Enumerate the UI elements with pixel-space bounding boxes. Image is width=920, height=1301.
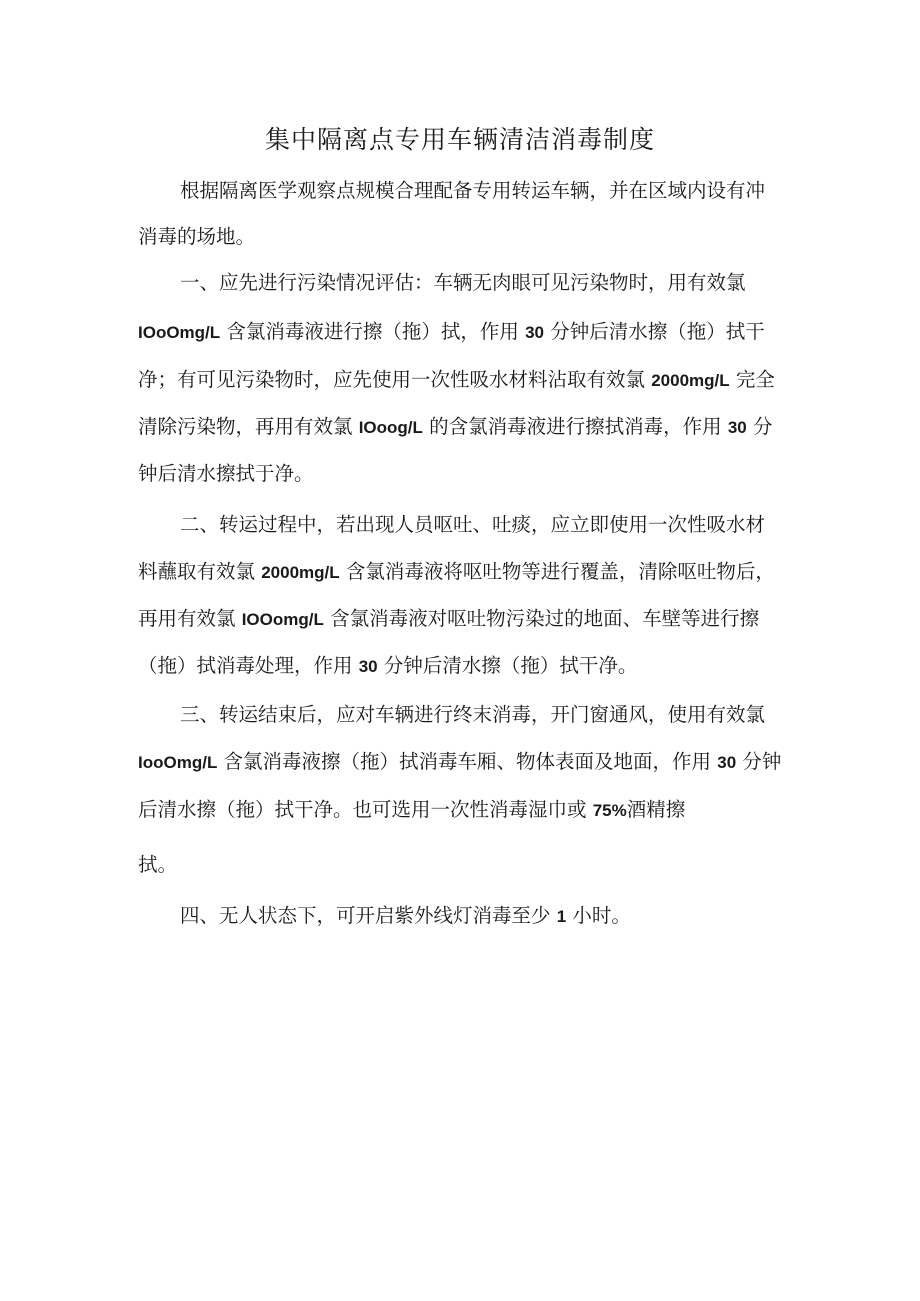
concentration-value: 2000mg/L (261, 563, 340, 582)
concentration-value: IooOmg/L (138, 753, 218, 772)
alcohol-percent: 75% (592, 801, 627, 820)
concentration-value: 2000mg/L (651, 371, 730, 390)
duration-value: 30 (717, 753, 737, 772)
section-1-line-2: IOoOmg/L 含氯消毒液进行擦（拖）拭，作用 30 分钟后清水擦（拖）拭干 (138, 320, 765, 343)
section-2-line-4: （拖）拭消毒处理，作用 30 分钟后清水擦（拖）拭干净。 (138, 654, 638, 677)
section-2-line-1: 二、转运过程中，若出现人员呕吐、吐痰，应立即使用一次性吸水材 (180, 513, 766, 536)
section-1-line-4: 清除污染物，再用有效氯 IOoog/L 的含氯消毒液进行擦拭消毒，作用 30 分 (138, 415, 773, 438)
section-2-line-3: 再用有效氯 IOOomg/L 含氯消毒液对呕吐物污染过的地面、车壁等进行擦 (138, 607, 760, 630)
section-3-line-4: 拭。 (138, 853, 178, 876)
concentration-value: IOoog/L (358, 418, 423, 437)
section-4-line-1: 四、无人状态下，可开启紫外线灯消毒至少 1 小时。 (180, 904, 631, 927)
section-1-line-3: 净；有可见污染物时，应先使用一次性吸水材料沾取有效氯 2000mg/L 完全 (138, 368, 775, 391)
section-3-line-1: 三、转运结束后，应对车辆进行终末消毒，开门窗通风，使用有效氯 (180, 703, 766, 726)
section-1-line-1: 一、应先进行污染情况评估：车辆无肉眼可见污染物时，用有效氯 (180, 271, 746, 294)
duration-value: 1 (556, 907, 567, 926)
section-2-line-2: 料蘸取有效氯 2000mg/L 含氯消毒液将呕吐物等进行覆盖，清除呕吐物后， (138, 560, 775, 583)
intro-line-2: 消毒的场地。 (138, 225, 256, 248)
page-title: 集中隔离点专用车辆清洁消毒制度 (264, 125, 655, 154)
section-3-line-2: IooOmg/L 含氯消毒液擦（拖）拭消毒车厢、物体表面及地面，作用 30 分钟 (138, 750, 782, 773)
section-3-line-3: 后清水擦（拖）拭干净。也可选用一次性消毒湿巾或 75%酒精擦 (138, 798, 686, 821)
duration-value: 30 (358, 657, 378, 676)
duration-value: 30 (727, 418, 747, 437)
section-1-line-5: 钟后清水擦拭于净。 (138, 462, 314, 485)
concentration-value: IOoOmg/L (138, 323, 221, 342)
concentration-value: IOOomg/L (241, 610, 324, 629)
duration-value: 30 (525, 323, 544, 342)
intro-line-1: 根据隔离医学观察点规模合理配备专用转运车辆，并在区域内设有冲 (180, 179, 766, 202)
